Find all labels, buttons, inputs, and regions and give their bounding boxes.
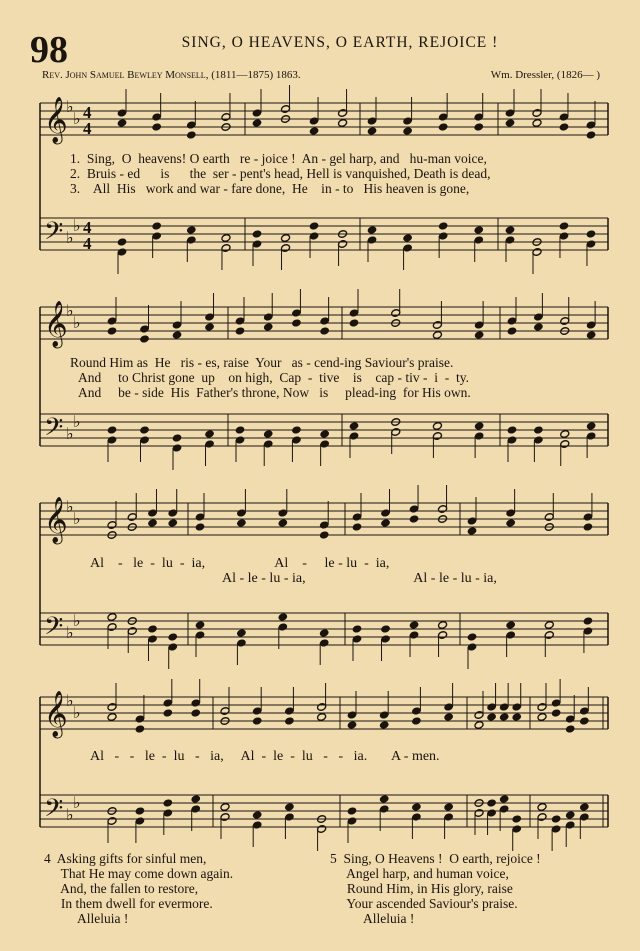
note-head: [367, 127, 377, 136]
note-head: [559, 222, 569, 231]
composer-credit: Wm. Dressler, (1826— ): [490, 69, 600, 81]
note-head: [186, 226, 196, 235]
note-head: [565, 725, 575, 734]
flat-icon: ♭: [73, 793, 81, 812]
note-head: [168, 633, 178, 642]
note-head: [532, 119, 542, 128]
flat-icon: ♭: [73, 216, 81, 235]
note-head: [583, 523, 593, 532]
note-head: [474, 422, 484, 431]
note-head: [319, 531, 329, 540]
note-head: [320, 430, 330, 439]
note-head: [347, 807, 357, 816]
stanza-5-line: Angel harp, and human voice,: [330, 866, 509, 881]
note-head: [512, 815, 522, 824]
note-head: [559, 123, 569, 132]
note-head: [309, 127, 319, 136]
note-head: [252, 119, 262, 128]
note-head: [409, 515, 419, 524]
lyric-s3-line1: Al - le - lu - ia, Al - le - lu - ia,: [90, 556, 390, 571]
treble-clef-icon: 𝄞: [44, 691, 68, 737]
note-head: [586, 131, 596, 140]
note-head: [487, 799, 497, 808]
note-head: [163, 799, 173, 808]
note-head: [544, 621, 554, 630]
note-head: [107, 613, 117, 622]
bass-clef-icon: 𝄢: [44, 794, 64, 829]
hymn-number: 98: [30, 29, 68, 71]
stanza-4-line: In them dwell for evermore.: [44, 896, 213, 911]
note-head: [444, 803, 454, 812]
note-head: [487, 713, 497, 722]
bass-clef-icon: 𝄢: [44, 217, 64, 252]
note-head: [152, 222, 162, 231]
note-head: [507, 426, 517, 435]
note-head: [220, 803, 230, 812]
note-head: [474, 123, 484, 132]
note-head: [586, 331, 596, 340]
note-head: [235, 327, 245, 336]
flat-icon: ♭: [66, 424, 74, 443]
note-head: [236, 519, 246, 528]
lyric-s3-line2: Al - le - lu - ia, Al - le - lu - ia,: [222, 571, 497, 586]
note-head: [349, 422, 359, 431]
note-head: [195, 621, 205, 630]
note-head: [284, 803, 294, 812]
note-head: [367, 226, 377, 235]
note-head: [507, 327, 517, 336]
lyric-s1-v1: 1. Sing, O heavens! O earth re - joice ! An - gel harp, and hu-man voice,: [70, 151, 487, 166]
note-head: [379, 721, 389, 730]
note-head: [379, 795, 389, 804]
flat-icon: ♭: [66, 691, 74, 710]
treble-clef-icon: 𝄞: [44, 301, 68, 347]
stanza-4-line: 4 Asking gifts for sinful men,: [44, 851, 207, 866]
note-head: [533, 426, 543, 435]
note-head: [403, 127, 413, 136]
note-head: [474, 331, 484, 340]
note-head: [172, 434, 182, 443]
note-head: [152, 123, 162, 132]
note-head: [252, 811, 262, 820]
note-head: [191, 795, 201, 804]
stanza-5-line: Your ascended Saviour's praise.: [330, 896, 518, 911]
lyric-s4: Al - - le - lu - ia, Al - le - lu - - ia. A - men.: [90, 749, 440, 764]
bass-clef-icon: 𝄢: [44, 413, 64, 448]
stanza-5: [330, 851, 541, 926]
note-head: [438, 123, 448, 132]
note-head: [432, 331, 442, 340]
bass-clef-icon: 𝄢: [44, 612, 64, 647]
stanza-5-line: Round Him, in His glory, raise: [330, 881, 513, 896]
stanza-4-line: And, the fallen to restore,: [44, 881, 199, 896]
note-head: [409, 621, 419, 630]
flat-icon: ♭: [73, 611, 81, 630]
author-name: Rev. John Samuel Bewley Monsell,: [42, 69, 209, 81]
lyric-s2-v1: Round Him as He ris - es, raise Your as - cend-ing Saviour's praise.: [70, 355, 454, 370]
note-head: [537, 803, 547, 812]
note-head: [499, 713, 509, 722]
lyric-s1-v2: 2. Bruis - ed is the ser - pent's head, Hell is vanquished, Death is dead,: [70, 166, 491, 181]
note-head: [147, 625, 157, 634]
stanza-5-line: Alleluia !: [330, 911, 415, 926]
note-head: [347, 721, 357, 730]
author-dates: (1811—1875) 1863.: [211, 69, 301, 81]
flat-icon: ♭: [73, 313, 81, 332]
note-head: [186, 131, 196, 140]
note-head: [139, 426, 149, 435]
note-head: [319, 629, 329, 638]
stanza-4: [44, 851, 233, 926]
flat-icon: ♭: [73, 109, 81, 128]
note-head: [135, 807, 145, 816]
flat-icon: ♭: [73, 412, 81, 431]
note-head: [147, 519, 157, 528]
time-signature-top: 4: [83, 103, 92, 122]
treble-clef-icon: 𝄞: [44, 97, 68, 143]
note-head: [352, 523, 362, 532]
flat-icon: ♭: [66, 301, 74, 320]
note-head: [586, 422, 596, 431]
lyric-s1-v3: 3. All His work and war - fare done, He in - to His heaven is gone,: [70, 181, 470, 196]
note-head: [139, 335, 149, 344]
note-head: [537, 713, 547, 722]
note-head: [281, 234, 291, 243]
note-head: [403, 234, 413, 243]
note-head: [474, 721, 484, 730]
note-head: [352, 625, 362, 634]
treble-clef-icon: 𝄞: [44, 497, 68, 543]
note-head: [263, 323, 273, 332]
note-head: [107, 327, 117, 336]
note-head: [444, 713, 454, 722]
note-head: [236, 629, 246, 638]
note-head: [117, 238, 127, 247]
note-head: [278, 613, 288, 622]
note-head: [107, 426, 117, 435]
note-head: [560, 430, 570, 439]
note-head: [467, 527, 477, 536]
time-signature-top: 4: [83, 218, 92, 237]
note-head: [235, 426, 245, 435]
note-head: [338, 119, 348, 128]
note-head: [252, 230, 262, 239]
note-head: [284, 717, 294, 726]
time-signature-bottom: 4: [83, 119, 92, 138]
note-head: [252, 717, 262, 726]
note-head: [381, 519, 391, 528]
note-head: [583, 617, 593, 626]
note-head: [320, 327, 330, 336]
note-head: [381, 625, 391, 634]
note-head: [117, 119, 127, 128]
note-head: [263, 430, 273, 439]
note-head: [163, 709, 173, 718]
flat-icon: ♭: [66, 97, 74, 116]
note-head: [291, 319, 301, 328]
flat-icon: ♭: [66, 497, 74, 516]
note-head: [411, 717, 421, 726]
lyric-s2-v2: And to Christ gone up on high, Cap - tive is cap - tiv - i - ty.: [78, 370, 469, 385]
flat-icon: ♭: [73, 509, 81, 528]
note-head: [135, 725, 145, 734]
note-head: [438, 222, 448, 231]
flat-icon: ♭: [66, 228, 74, 247]
note-head: [317, 713, 327, 722]
note-head: [205, 430, 215, 439]
note-head: [505, 226, 515, 235]
flat-icon: ♭: [66, 805, 74, 824]
note-head: [467, 633, 477, 642]
note-head: [172, 331, 182, 340]
note-head: [349, 319, 359, 328]
note-head: [579, 803, 589, 812]
note-head: [579, 717, 589, 726]
note-head: [551, 815, 561, 824]
note-head: [551, 709, 561, 718]
note-head: [205, 323, 215, 332]
note-head: [499, 795, 509, 804]
note-head: [309, 222, 319, 231]
hymn-title: SING, O HEAVENS, O EARTH, REJOICE !: [181, 34, 499, 51]
note-head: [221, 234, 231, 243]
note-head: [168, 519, 178, 528]
note-head: [278, 519, 288, 528]
note-head: [107, 713, 117, 722]
lyric-s2-v3: And be - side His Father's throne, Now is plead-ing for His own.: [78, 385, 471, 400]
note-head: [411, 803, 421, 812]
note-head: [506, 621, 516, 630]
note-head: [291, 426, 301, 435]
note-head: [506, 519, 516, 528]
note-head: [474, 226, 484, 235]
stanza-4-line: That He may come down again.: [44, 866, 234, 881]
note-head: [505, 119, 515, 128]
note-head: [586, 230, 596, 239]
note-head: [512, 713, 522, 722]
note-head: [432, 422, 442, 431]
flat-icon: ♭: [73, 703, 81, 722]
flat-icon: ♭: [66, 623, 74, 642]
note-head: [191, 709, 201, 718]
stanza-5-line: 5 Sing, O Heavens ! O earth, rejoice !: [330, 851, 541, 866]
note-head: [533, 323, 543, 332]
note-head: [438, 621, 448, 630]
stanza-4-line: Alleluia !: [44, 911, 129, 926]
time-signature-bottom: 4: [83, 234, 92, 253]
note-head: [565, 811, 575, 820]
note-head: [195, 523, 205, 532]
